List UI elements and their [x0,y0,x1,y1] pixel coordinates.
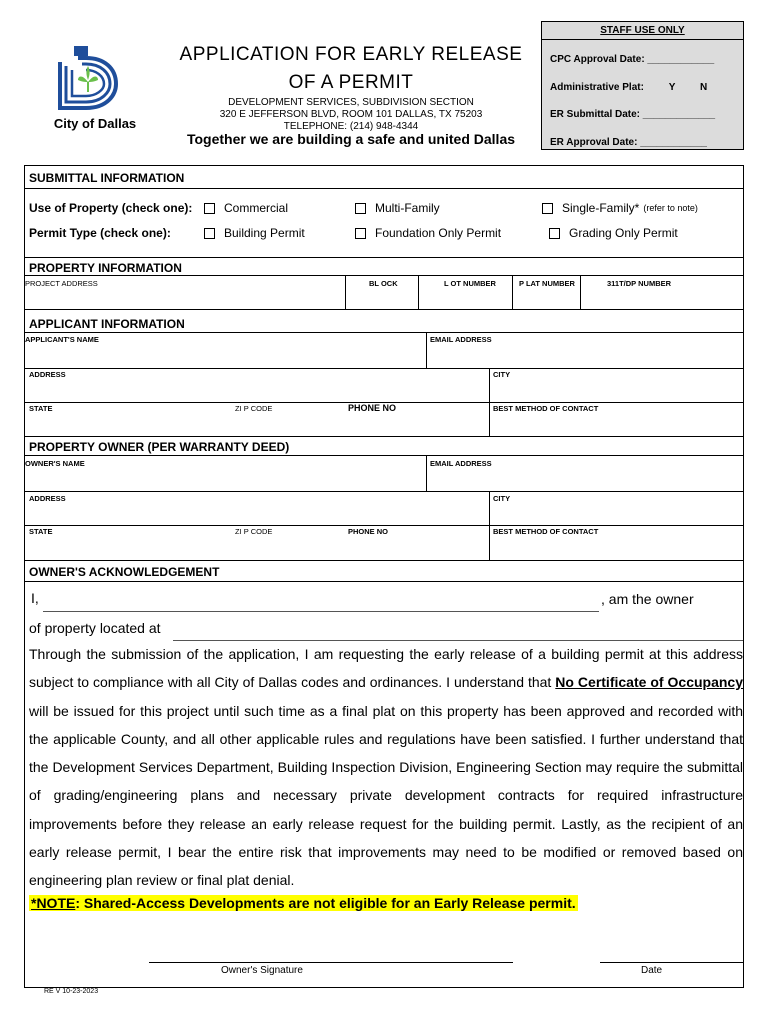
am-owner-text: , am the owner [601,591,694,607]
telephone-line: TELEPHONE: (214) 948-4344 [283,121,419,132]
applicant-email-field[interactable]: EMAIL ADDRESS [430,335,492,344]
use-commercial-option[interactable]: Commercial [204,201,288,215]
form-title-line2: OF A PERMIT [288,72,414,93]
owner-address-field[interactable]: ADDRESS [29,494,66,503]
divider [25,436,743,437]
divider [25,332,743,333]
located-at-label: of property located at [29,620,161,636]
owner-state-field[interactable]: STATE [29,527,53,536]
use-singlefamily-option[interactable]: Single-Family* (refer to note) [542,201,698,215]
revision-date: RE V 10-23-2023 [44,988,99,995]
dp-number-field[interactable]: 311T/DP NUMBER [607,279,672,288]
applicant-zip-field[interactable]: ZI P CODE [235,404,273,413]
tagline: Together we are building a safe and united Dallas [186,131,516,147]
applicant-phone-field[interactable]: PHONE NO [348,403,397,413]
divider [25,455,743,456]
permit-foundation-option[interactable]: Foundation Only Permit [355,226,501,240]
permit-building-option[interactable]: Building Permit [204,226,305,240]
applicant-address-field[interactable]: ADDRESS [29,370,66,379]
permit-type-label: Permit Type (check one): [29,226,171,240]
cpc-approval-date[interactable]: CPC Approval Date: ____________ [550,54,715,65]
signature-line[interactable] [149,962,513,963]
applicant-state-field[interactable]: STATE [29,404,53,413]
property-heading: PROPERTY INFORMATION [29,261,182,275]
divider [25,525,743,526]
permit-grading-option[interactable]: Grading Only Permit [549,226,678,240]
divider [25,368,743,369]
acknowledgement-paragraph: Through the submission of the application, I am requesting the early release of a building permit at this address subject to compliance with all City of Dallas codes and ordinances. I understand that No Certificate of Occupancy will be issued for this project until such time as a final plat on this property has been approved and recorded with the applicable County, and all other applicable rules and regulations have been satisfied. I further understand that the Development Services Department, Building Inspection Division, Engineering Section may require the submittal of grading/engineering plans and necessary private development contracts for required infrastructure improvements before they release an early release request for the building permit. Lastly, as the recipient of an early release permit, I bear the entire risk that improvements may need to be modified or removed based on engineering plan review or final plat denial. [29,646,743,889]
owner-city-field[interactable]: CITY [493,494,511,503]
shared-access-note: *NOTE: Shared-Access Developments are not eligible for an Early Release permit. [31,895,576,911]
divider [25,309,743,310]
plat-number-field[interactable]: P LAT NUMBER [519,279,575,288]
owner-i-label: I, [31,590,39,606]
divider [418,275,419,309]
applicant-heading: APPLICANT INFORMATION [29,317,185,331]
staff-use-box [541,21,744,150]
date-line[interactable] [600,962,743,963]
applicant-city-field[interactable]: CITY [493,370,511,379]
owner-zip-field[interactable]: ZI P CODE [235,527,273,536]
checkbox[interactable] [355,203,366,214]
divider [25,581,743,582]
divider [489,491,490,525]
project-address-field[interactable]: PROJECT ADDRESS [25,279,98,288]
er-approval-line: ____________ [640,137,707,148]
signature-label: Owner's Signature [221,965,303,976]
checkbox[interactable] [542,203,553,214]
checkbox[interactable] [204,228,215,239]
acknowledgement-heading: OWNER'S ACKNOWLEDGEMENT [29,565,220,579]
er-approval-label: ER Approval Date: [550,137,638,148]
divider [426,455,427,491]
admin-plat-no[interactable]: N [699,82,708,93]
checkbox[interactable] [204,203,215,214]
divider [426,332,427,368]
divider [580,275,581,309]
application-form [24,165,744,988]
divider [25,257,743,258]
divider [512,275,513,309]
block-field[interactable]: BL OCK [369,279,398,288]
divider [489,525,490,560]
applicant-contact-field[interactable]: BEST METHOD OF CONTACT [493,404,599,413]
owner-phone-field[interactable]: PHONE NO [348,527,389,536]
department-line: DEVELOPMENT SERVICES, SUBDIVISION SECTION [228,97,474,108]
owner-name-line[interactable] [43,611,599,612]
form-title-line1: APPLICATION FOR EARLY RELEASE [179,44,523,65]
no-certificate-emphasis: No Certificate of Occupancy [555,674,743,691]
divider [489,402,490,436]
owner-heading: PROPERTY OWNER (PER WARRANTY DEED) [29,440,290,454]
staff-use-title: STAFF USE ONLY [542,22,743,40]
city-of-dallas-logo [56,44,118,110]
owner-contact-field[interactable]: BEST METHOD OF CONTACT [493,527,599,536]
administrative-plat [550,82,707,93]
er-submittal-date[interactable]: ER Submittal Date: _____________ [550,109,716,120]
owner-name-field[interactable]: OWNER'S NAME [25,459,85,468]
submittal-heading: SUBMITTAL INFORMATION [29,171,185,185]
divider [489,368,490,402]
applicant-name-field[interactable]: APPLICANT'S NAME [25,335,99,344]
lot-number-field[interactable]: L OT NUMBER [444,279,496,288]
checkbox[interactable] [549,228,560,239]
date-label: Date [641,965,663,976]
use-of-property-label: Use of Property (check one): [29,201,193,215]
address-line: 320 E JEFFERSON BLVD, ROOM 101 DALLAS, TX 75203 [219,109,483,120]
administrative-plat-label: Administrative Plat: [550,82,644,93]
divider [25,275,743,276]
er-approval-date[interactable] [550,137,707,148]
refer-to-note: (refer to note) [643,203,698,213]
divider [345,275,346,309]
admin-plat-yes[interactable]: Y [668,82,676,93]
city-name: City of Dallas [53,116,137,131]
divider [25,491,743,492]
checkbox[interactable] [355,228,366,239]
divider [25,560,743,561]
use-multifamily-option[interactable]: Multi-Family [355,201,440,215]
owner-email-field[interactable]: EMAIL ADDRESS [430,459,492,468]
divider [25,188,743,189]
